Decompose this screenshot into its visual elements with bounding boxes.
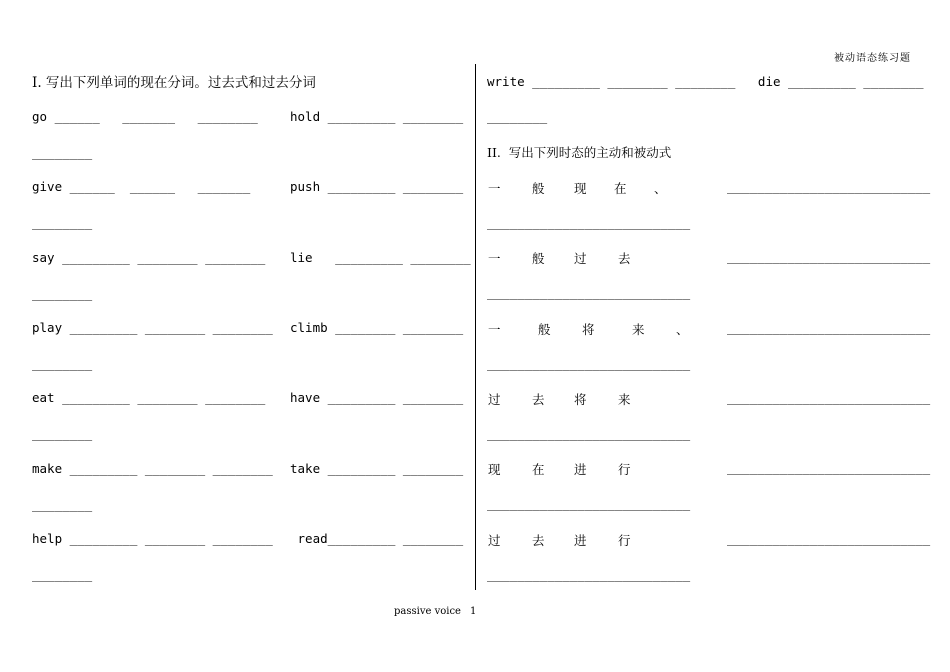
answer-continuation: ___________________________ — [487, 215, 691, 230]
tense-char: 般 — [532, 251, 545, 267]
word-row-right: read_________ ________ — [290, 530, 464, 546]
tense-char: 过 — [488, 532, 501, 548]
word-row-continuation: ________ — [32, 566, 93, 582]
word-row-right: climb ________ ________ — [290, 319, 464, 335]
word-row-left: play _________ ________ ________ — [32, 319, 273, 335]
tense-char: 现 — [488, 462, 501, 478]
tense-char: 现 — [574, 181, 587, 196]
word-row-continuation: ________ — [32, 145, 93, 160]
answer-line: ___________________________ — [727, 179, 931, 194]
section2-title: II. 写出下列时态的主动和被动式 — [487, 145, 672, 160]
word-row-continuation: ________ — [32, 215, 93, 231]
tense-char: 来 — [632, 321, 645, 337]
tense-char: 一 — [488, 181, 501, 196]
word-row-continuation: ________ — [32, 355, 93, 371]
tense-char: 将 — [574, 391, 587, 407]
tense-char: 行 — [618, 462, 631, 478]
answer-continuation: ___________________________ — [487, 285, 691, 301]
word-row-right: take _________ ________ — [290, 460, 464, 476]
word-row-right: push _________ ________ — [290, 179, 464, 195]
word-row-left: make _________ ________ ________ — [32, 460, 273, 476]
word-row-left: eat _________ ________ ________ — [32, 390, 266, 406]
tense-char: 进 — [574, 532, 587, 548]
tense-char: 在 — [614, 181, 627, 196]
answer-line: ___________________________ — [727, 319, 931, 335]
answer-continuation: ___________________________ — [487, 355, 691, 371]
write-die-continuation: ________ — [487, 109, 548, 124]
tense-char: 来 — [618, 391, 631, 407]
answer-line: ___________________________ — [727, 249, 931, 265]
answer-line: ___________________________ — [727, 530, 931, 546]
answer-continuation: ___________________________ — [487, 496, 691, 512]
word-row-right: hold _________ ________ — [290, 109, 464, 124]
footer-text: passive voice — [394, 606, 461, 617]
tense-char: 去 — [532, 532, 545, 548]
tense-char: 一 — [488, 251, 501, 267]
tense-char: 过 — [488, 391, 501, 407]
tense-char: 行 — [618, 532, 631, 548]
tense-char: 进 — [574, 462, 587, 478]
word-row-continuation: ________ — [32, 285, 93, 301]
word-row-continuation: ________ — [32, 426, 93, 442]
word-row-right: lie _________ ________ — [290, 249, 471, 265]
page-number: 1 — [470, 606, 477, 617]
tense-char: 、 — [676, 321, 689, 337]
word-row-left: say _________ ________ ________ — [32, 249, 266, 265]
word-row-left: help _________ ________ ________ — [32, 530, 273, 546]
word-row-continuation: ________ — [32, 496, 93, 512]
answer-line: ___________________________ — [727, 389, 931, 405]
answer-line: ___________________________ — [727, 460, 931, 476]
answer-continuation: ___________________________ — [487, 566, 691, 582]
page-header: 被动语态练习题 — [834, 53, 911, 64]
answer-continuation: ___________________________ — [487, 425, 691, 441]
tense-char: 去 — [532, 391, 545, 407]
tense-char: 将 — [582, 321, 595, 337]
section1-title: I. 写出下列单词的现在分词。过去式和过去分词 — [32, 75, 316, 91]
word-row-left: go ______ _______ ________ — [32, 109, 258, 124]
word-row-right: have _________ ________ — [290, 390, 464, 406]
tense-char: 在 — [532, 462, 545, 478]
tense-char: 去 — [618, 251, 631, 267]
column-divider — [475, 64, 476, 590]
tense-char: 过 — [574, 251, 587, 267]
word-row-left: give ______ ______ _______ — [32, 179, 251, 195]
tense-char: 般 — [532, 181, 545, 196]
tense-char: 、 — [654, 181, 667, 196]
write-die-line: write _________ ________ ________ die _________ ________ — [487, 74, 924, 89]
tense-char: 一 — [488, 321, 501, 337]
tense-char: 般 — [538, 321, 551, 337]
